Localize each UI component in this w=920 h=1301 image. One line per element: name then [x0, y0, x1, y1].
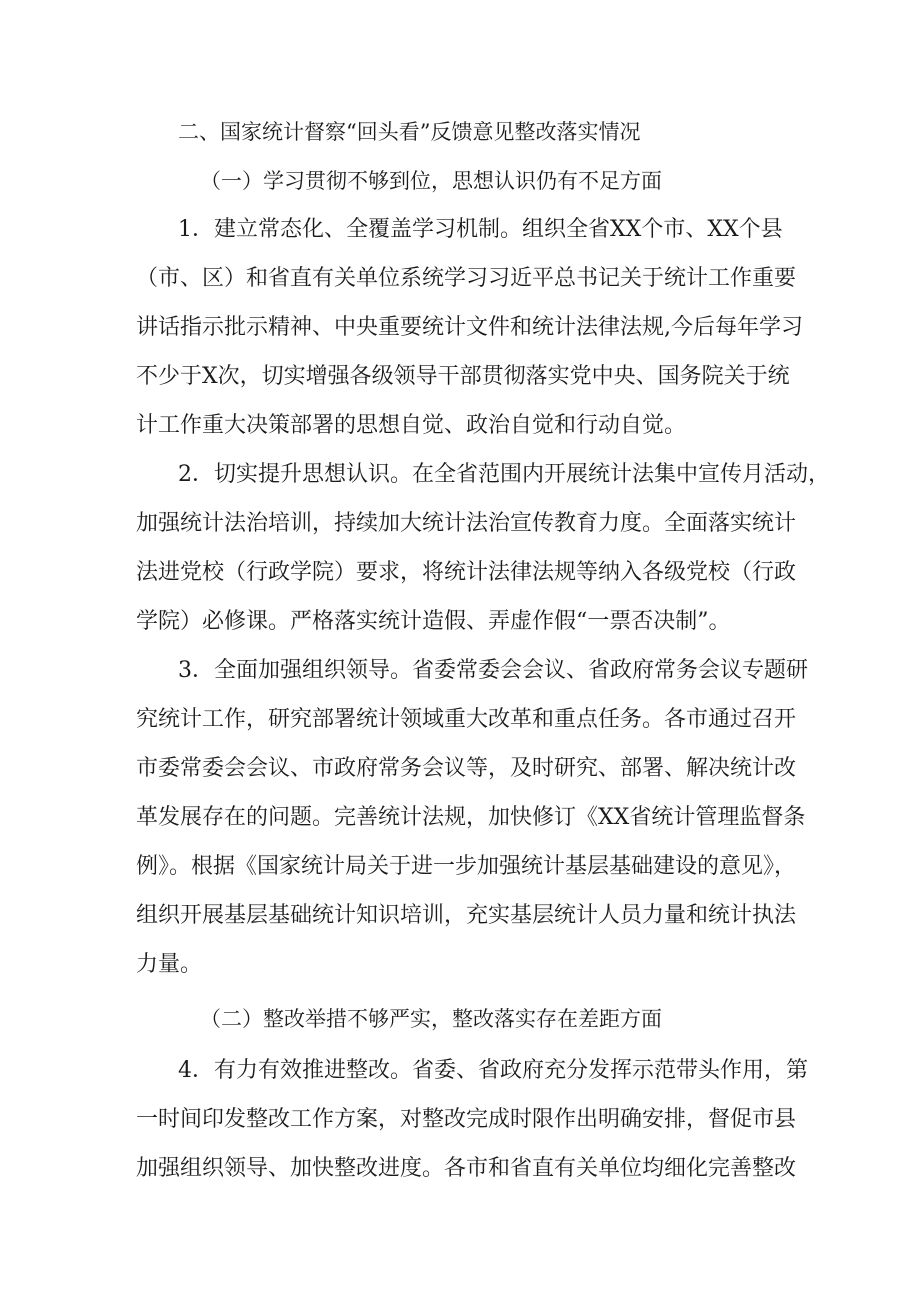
paragraph-line: 计工作重大决策部署的思想自觉、政治自觉和行动自觉。: [136, 413, 687, 438]
paragraph-line: 市委常委会会议、市政府常务会议等，及时研究、部署、解决统计改: [136, 756, 797, 781]
paragraph-line: 力量。: [136, 952, 203, 977]
paragraph-line: 组织开展基层基础统计知识培训，充实基层统计人员力量和统计执法: [136, 903, 797, 928]
paragraph-line: 讲话指示批示精神、中央重要统计文件和统计法律法规,今后每年学习: [136, 315, 803, 340]
paragraph-line: 加强统计法治培训，持续加大统计法治宣传教育力度。全面落实统计: [136, 511, 797, 536]
paragraph-line: 不少于X次，切实增强各级领导干部贯彻落实党中央、国务院关于统: [136, 364, 790, 389]
subsection-title-1: （一）学习贯彻不够到位，思想认识仍有不足方面: [200, 169, 662, 193]
paragraph-line: 4．有力有效推进整改。省委、省政府充分发挥示范带头作用，第: [178, 1058, 808, 1083]
section-heading: 二、国家统计督察“回头看”反馈意见整改落实情况: [178, 120, 641, 144]
paragraph-line: 学院）必修课。严格落实统计造假、弄虚作假“一票否决制”。: [136, 609, 731, 634]
paragraph-line: 1．建立常态化、全覆盖学习机制。组织全省XX个市、XX个县: [178, 217, 783, 242]
paragraph-line: 2．切实提升思想认识。在全省范围内开展统计法集中宣传月活动，: [178, 462, 830, 487]
paragraph-line: 究统计工作，研究部署统计领域重大改革和重点任务。各市通过召开: [136, 707, 797, 732]
paragraph-line: 加强组织领导、加快整改进度。各市和省直有关单位均细化完善整改: [136, 1156, 797, 1181]
paragraph-line: 3．全面加强组织领导。省委常委会会议、省政府常务会议专题研: [178, 658, 808, 683]
paragraph-line: 革发展存在的问题。完善统计法规，加快修订《XX省统计管理监督条: [136, 805, 806, 830]
paragraph-line: （市、区）和省直有关单位系统学习习近平总书记关于统计工作重要: [136, 266, 797, 291]
paragraph-line: 例》。根据《国家统计局关于进一步加强统计基层基础建设的意见》，: [136, 854, 797, 879]
paragraph-line: 一时间印发整改工作方案，对整改完成时限作出明确安排，督促市县: [136, 1107, 797, 1132]
subsection-title-2: （二）整改举措不够严实，整改落实存在差距方面: [200, 1007, 662, 1031]
paragraph-line: 法进党校（行政学院）要求，将统计法律法规等纳入各级党校（行政: [136, 560, 797, 585]
